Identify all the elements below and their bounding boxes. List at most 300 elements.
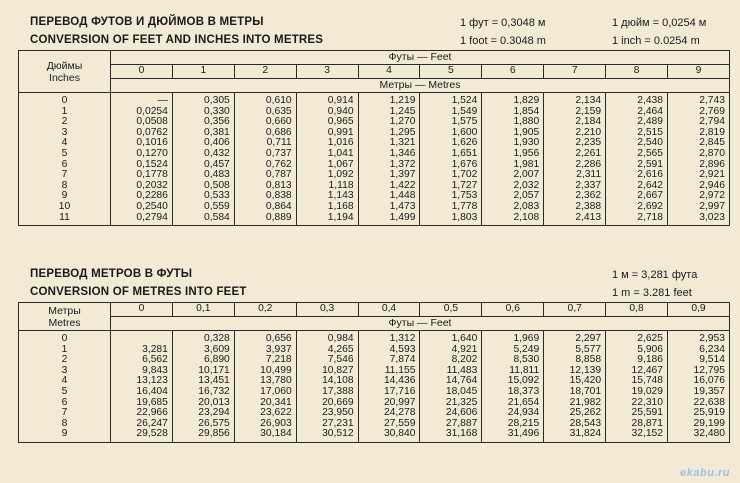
table-cell: 10,827 xyxy=(296,366,358,377)
section-header xyxy=(18,14,730,50)
table-cell: 18,373 xyxy=(482,387,544,398)
column-header: 2 xyxy=(234,65,296,79)
corner-header xyxy=(19,303,111,331)
column-header: 4 xyxy=(358,65,420,79)
table-cell: 20,997 xyxy=(358,398,420,409)
row-label: 4 xyxy=(19,376,111,387)
column-header: 0 xyxy=(111,65,173,79)
table-cell: 0,991 xyxy=(296,128,358,139)
table-cell: 1,956 xyxy=(482,149,544,160)
table-cell: 4,921 xyxy=(420,345,482,356)
column-header: 0,4 xyxy=(358,303,420,317)
table-cell: 1,448 xyxy=(358,191,420,202)
table-cell: 1,168 xyxy=(296,202,358,213)
table-cell: 2,845 xyxy=(668,138,730,149)
table-cell: 2,743 xyxy=(668,93,730,107)
table-cell: 2,464 xyxy=(606,107,668,118)
table-cell: — xyxy=(111,93,173,107)
table-cell: 21,325 xyxy=(420,398,482,409)
table-cell: 0,813 xyxy=(234,181,296,192)
table-cell: 0,635 xyxy=(234,107,296,118)
table-row xyxy=(19,398,730,409)
table-cell: 0,533 xyxy=(172,191,234,202)
table-cell: 12,467 xyxy=(606,366,668,377)
table-cell: 25,591 xyxy=(606,408,668,419)
table-cell: 0,838 xyxy=(234,191,296,202)
table-cell: 2,489 xyxy=(606,117,668,128)
table-cell: 16,404 xyxy=(111,387,173,398)
table-cell: 0,864 xyxy=(234,202,296,213)
row-label: 2 xyxy=(19,117,111,128)
table-cell: 2,591 xyxy=(606,160,668,171)
row-label: 1 xyxy=(19,107,111,118)
table-cell: 1,397 xyxy=(358,170,420,181)
column-header: 8 xyxy=(606,65,668,79)
table-cell: 1,676 xyxy=(420,160,482,171)
table-cell: 1,016 xyxy=(296,138,358,149)
table-cell: 1,981 xyxy=(482,160,544,171)
row-label: 6 xyxy=(19,398,111,409)
table-cell: 0,584 xyxy=(172,213,234,226)
table-cell: 0,965 xyxy=(296,117,358,128)
values-label: Метры — Metres xyxy=(111,79,730,93)
table-cell: 6,562 xyxy=(111,355,173,366)
table-cell: 26,247 xyxy=(111,419,173,430)
table-cell: 3,281 xyxy=(111,345,173,356)
table-cell: 0,787 xyxy=(234,170,296,181)
table-cell: 2,769 xyxy=(668,107,730,118)
table-cell: 26,903 xyxy=(234,419,296,430)
table-cell: 2,057 xyxy=(482,191,544,202)
row-label: 2 xyxy=(19,355,111,366)
table-row xyxy=(19,213,730,226)
table-cell: 22,310 xyxy=(606,398,668,409)
table-cell: 25,262 xyxy=(544,408,606,419)
table-cell: 3,023 xyxy=(668,213,730,226)
table-cell: 15,748 xyxy=(606,376,668,387)
table-row xyxy=(19,191,730,202)
section-title-en: CONVERSION OF FEET AND INCHES INTO METRES xyxy=(30,34,324,46)
watermark: ekabu.ru xyxy=(680,467,730,479)
row-label: 4 xyxy=(19,138,111,149)
table-cell: 2,642 xyxy=(606,181,668,192)
table-cell: 11,811 xyxy=(482,366,544,377)
table-cell: 1,651 xyxy=(420,149,482,160)
table-cell: 2,388 xyxy=(544,202,606,213)
table-row xyxy=(19,366,730,377)
table-row xyxy=(19,117,730,128)
table-cell: 1,600 xyxy=(420,128,482,139)
table-cell: 1,346 xyxy=(358,149,420,160)
table-cell: 0,686 xyxy=(234,128,296,139)
table-cell: 17,716 xyxy=(358,387,420,398)
table-cell: 12,795 xyxy=(668,366,730,377)
table-cell: 2,083 xyxy=(482,202,544,213)
table-row xyxy=(19,202,730,213)
table-row xyxy=(19,181,730,192)
table-cell: 0,356 xyxy=(172,117,234,128)
table-cell: 30,184 xyxy=(234,429,296,442)
table-cell: 1,575 xyxy=(420,117,482,128)
table-cell: 16,076 xyxy=(668,376,730,387)
table-cell: 1,499 xyxy=(358,213,420,226)
table-cell: 27,559 xyxy=(358,419,420,430)
table-cell: 13,123 xyxy=(111,376,173,387)
table-cell: 5,577 xyxy=(544,345,606,356)
table-cell: 1,727 xyxy=(420,181,482,192)
table-cell: 1,067 xyxy=(296,160,358,171)
table-cell: 9,514 xyxy=(668,355,730,366)
table-cell: 2,625 xyxy=(606,331,668,345)
table-cell: 6,890 xyxy=(172,355,234,366)
table-cell: 1,753 xyxy=(420,191,482,202)
row-label: 8 xyxy=(19,419,111,430)
table-cell: 29,199 xyxy=(668,419,730,430)
column-header: 0,7 xyxy=(544,303,606,317)
row-label: 0 xyxy=(19,331,111,345)
table-row xyxy=(19,170,730,181)
table-cell: 18,701 xyxy=(544,387,606,398)
table-cell: 1,930 xyxy=(482,138,544,149)
table-cell: 17,060 xyxy=(234,387,296,398)
table-cell: 1,295 xyxy=(358,128,420,139)
values-label: Футы — Feet xyxy=(111,317,730,331)
table-cell: 22,638 xyxy=(668,398,730,409)
row-label: 7 xyxy=(19,170,111,181)
corner-label-en: Inches xyxy=(49,71,80,84)
table-cell: 1,041 xyxy=(296,149,358,160)
table-cell: 2,159 xyxy=(544,107,606,118)
table-cell: 19,685 xyxy=(111,398,173,409)
table-cell: 2,819 xyxy=(668,128,730,139)
table-cell: 14,108 xyxy=(296,376,358,387)
table-row xyxy=(19,128,730,139)
table-cell: 1,422 xyxy=(358,181,420,192)
row-label: 8 xyxy=(19,181,111,192)
table-cell: 0,660 xyxy=(234,117,296,128)
table-cell: 2,921 xyxy=(668,170,730,181)
table-row xyxy=(19,107,730,118)
table-cell: 14,436 xyxy=(358,376,420,387)
table-cell: 9,186 xyxy=(606,355,668,366)
table-cell: 2,362 xyxy=(544,191,606,202)
table-cell: 2,261 xyxy=(544,149,606,160)
table-cell: 4,265 xyxy=(296,345,358,356)
row-label: 3 xyxy=(19,128,111,139)
table-cell: 0,914 xyxy=(296,93,358,107)
column-header: 0,1 xyxy=(172,303,234,317)
table-cell: 27,231 xyxy=(296,419,358,430)
column-header: 0,5 xyxy=(420,303,482,317)
table-cell: 2,870 xyxy=(668,149,730,160)
table-cell: 8,858 xyxy=(544,355,606,366)
note-inch-en: 1 inch = 0.0254 m xyxy=(612,35,700,47)
table-cell: 0,457 xyxy=(172,160,234,171)
table-cell: 2,997 xyxy=(668,202,730,213)
table-cell: 2,286 xyxy=(544,160,606,171)
table-cell: 1,829 xyxy=(482,93,544,107)
table-cell: 1,118 xyxy=(296,181,358,192)
note-foot-ru: 1 фут = 0,3048 м xyxy=(460,17,546,29)
column-header: 0,3 xyxy=(296,303,358,317)
table-cell: 1,905 xyxy=(482,128,544,139)
table-cell: 1,549 xyxy=(420,107,482,118)
table-cell: 0,432 xyxy=(172,149,234,160)
table-cell: 5,249 xyxy=(482,345,544,356)
table-cell: 2,297 xyxy=(544,331,606,345)
note-foot-en: 1 foot = 0.3048 m xyxy=(460,35,546,47)
table-cell: 1,372 xyxy=(358,160,420,171)
table-cell: 0,483 xyxy=(172,170,234,181)
table-cell: 2,692 xyxy=(606,202,668,213)
table-cell: 1,321 xyxy=(358,138,420,149)
table-cell: 17,388 xyxy=(296,387,358,398)
table-cell: 2,515 xyxy=(606,128,668,139)
table-cell: 12,139 xyxy=(544,366,606,377)
table-cell: 15,420 xyxy=(544,376,606,387)
table-cell: 2,134 xyxy=(544,93,606,107)
column-header: 7 xyxy=(544,65,606,79)
section-header xyxy=(18,266,730,302)
table-cell: 26,575 xyxy=(172,419,234,430)
table-cell: 2,946 xyxy=(668,181,730,192)
metres-to-feet-section xyxy=(18,266,730,443)
table-cell: 2,438 xyxy=(606,93,668,107)
row-label: 5 xyxy=(19,387,111,398)
table-cell: 0,984 xyxy=(296,331,358,345)
columns-label: Футы — Feet xyxy=(111,51,730,65)
row-label: 5 xyxy=(19,149,111,160)
table-cell: 2,972 xyxy=(668,191,730,202)
table-cell: 10,171 xyxy=(172,366,234,377)
table-cell: 0,1016 xyxy=(111,138,173,149)
table-cell: 0,762 xyxy=(234,160,296,171)
table-cell: 7,874 xyxy=(358,355,420,366)
table-cell: 18,045 xyxy=(420,387,482,398)
row-label: 9 xyxy=(19,429,111,442)
table-cell: 23,950 xyxy=(296,408,358,419)
table-cell: 27,887 xyxy=(420,419,482,430)
table-cell: 3,609 xyxy=(172,345,234,356)
table-cell: 0,508 xyxy=(172,181,234,192)
row-label: 0 xyxy=(19,93,111,107)
table-cell: 13,780 xyxy=(234,376,296,387)
column-header: 6 xyxy=(482,65,544,79)
table-cell: 1,270 xyxy=(358,117,420,128)
corner-label-ru: Метры xyxy=(48,304,81,317)
table-cell: 2,896 xyxy=(668,160,730,171)
table-cell: 2,311 xyxy=(544,170,606,181)
section-title-ru: ПЕРЕВОД ФУТОВ И ДЮЙМОВ В МЕТРЫ xyxy=(30,16,264,28)
table-row xyxy=(19,419,730,430)
column-header: 9 xyxy=(668,65,730,79)
table-cell: 9,843 xyxy=(111,366,173,377)
table-cell: 2,953 xyxy=(668,331,730,345)
table-cell: 1,524 xyxy=(420,93,482,107)
table-cell: 2,413 xyxy=(544,213,606,226)
table-cell: 1,626 xyxy=(420,138,482,149)
table-cell: 30,512 xyxy=(296,429,358,442)
table-cell: 14,764 xyxy=(420,376,482,387)
table-cell: 0,2794 xyxy=(111,213,173,226)
row-label: 11 xyxy=(19,213,111,226)
table-cell: 0,0762 xyxy=(111,128,173,139)
table-cell: 2,007 xyxy=(482,170,544,181)
table-cell: 6,234 xyxy=(668,345,730,356)
table-cell: 21,982 xyxy=(544,398,606,409)
table-cell: 23,622 xyxy=(234,408,296,419)
column-header: 0 xyxy=(111,303,173,317)
table-cell: 31,824 xyxy=(544,429,606,442)
table-cell: 0,2286 xyxy=(111,191,173,202)
table-row xyxy=(19,93,730,107)
table-cell: 0,2540 xyxy=(111,202,173,213)
table-cell: 19,357 xyxy=(668,387,730,398)
table-cell: 2,667 xyxy=(606,191,668,202)
table-cell: 2,184 xyxy=(544,117,606,128)
table-cell: 32,480 xyxy=(668,429,730,442)
table-cell: 31,496 xyxy=(482,429,544,442)
table-cell: 25,919 xyxy=(668,408,730,419)
table-cell: 1,803 xyxy=(420,213,482,226)
table-cell: 10,499 xyxy=(234,366,296,377)
table-cell: 0,656 xyxy=(234,331,296,345)
column-header: 0,8 xyxy=(606,303,668,317)
table-cell: 15,092 xyxy=(482,376,544,387)
table-cell: 2,337 xyxy=(544,181,606,192)
table-cell: 3,937 xyxy=(234,345,296,356)
table-cell: 2,235 xyxy=(544,138,606,149)
table-cell: 1,143 xyxy=(296,191,358,202)
row-label: 7 xyxy=(19,408,111,419)
row-label: 10 xyxy=(19,202,111,213)
table-row xyxy=(19,408,730,419)
table-cell: 2,616 xyxy=(606,170,668,181)
table-cell: 1,778 xyxy=(420,202,482,213)
table-cell: 4,593 xyxy=(358,345,420,356)
table-cell: 0,328 xyxy=(172,331,234,345)
table-cell: 30,840 xyxy=(358,429,420,442)
column-header: 0,6 xyxy=(482,303,544,317)
table-cell: 2,794 xyxy=(668,117,730,128)
corner-header xyxy=(19,51,111,93)
table-cell: 20,013 xyxy=(172,398,234,409)
table-cell: 7,546 xyxy=(296,355,358,366)
note-en: 1 m = 3.281 feet xyxy=(612,287,692,299)
table-cell: 0,610 xyxy=(234,93,296,107)
table-row xyxy=(19,376,730,387)
table-cell: 0,1778 xyxy=(111,170,173,181)
table-cell: 16,732 xyxy=(172,387,234,398)
table-row xyxy=(19,429,730,442)
table-cell: 28,871 xyxy=(606,419,668,430)
row-label: 6 xyxy=(19,160,111,171)
table-cell: 21,654 xyxy=(482,398,544,409)
table-cell: 1,854 xyxy=(482,107,544,118)
row-label: 1 xyxy=(19,345,111,356)
table-cell: 24,278 xyxy=(358,408,420,419)
table-cell xyxy=(111,331,173,345)
table-cell: 0,889 xyxy=(234,213,296,226)
table-cell: 1,194 xyxy=(296,213,358,226)
corner-label-ru: Дюймы xyxy=(46,59,83,72)
table-cell: 2,565 xyxy=(606,149,668,160)
table-cell: 0,737 xyxy=(234,149,296,160)
table-cell: 11,483 xyxy=(420,366,482,377)
table-cell: 8,202 xyxy=(420,355,482,366)
table-cell: 1,702 xyxy=(420,170,482,181)
table-cell: 31,168 xyxy=(420,429,482,442)
table-cell: 1,880 xyxy=(482,117,544,128)
table-cell: 5,906 xyxy=(606,345,668,356)
table-cell: 11,155 xyxy=(358,366,420,377)
column-header: 0,9 xyxy=(668,303,730,317)
table-cell: 0,406 xyxy=(172,138,234,149)
metres-feet-table xyxy=(18,302,730,443)
table-cell: 7,218 xyxy=(234,355,296,366)
table-row xyxy=(19,387,730,398)
table-cell: 20,669 xyxy=(296,398,358,409)
table-cell: 0,381 xyxy=(172,128,234,139)
table-cell: 23,294 xyxy=(172,408,234,419)
table-cell: 29,528 xyxy=(111,429,173,442)
table-cell: 1,473 xyxy=(358,202,420,213)
table-cell: 1,969 xyxy=(482,331,544,345)
table-cell: 13,451 xyxy=(172,376,234,387)
feet-inches-table xyxy=(18,50,730,226)
feet-inches-to-metres-section xyxy=(18,14,730,226)
note-ru: 1 м = 3,281 фута xyxy=(612,269,698,281)
row-label: 3 xyxy=(19,366,111,377)
table-cell: 24,606 xyxy=(420,408,482,419)
row-label: 9 xyxy=(19,191,111,202)
table-row xyxy=(19,355,730,366)
table-cell: 2,108 xyxy=(482,213,544,226)
table-cell: 2,718 xyxy=(606,213,668,226)
section-title-en: CONVERSION OF METRES INTO FEET xyxy=(30,286,247,298)
table-cell: 22,966 xyxy=(111,408,173,419)
section-title-ru: ПЕРЕВОД МЕТРОВ В ФУТЫ xyxy=(30,268,193,280)
column-header: 1 xyxy=(172,65,234,79)
table-cell: 0,2032 xyxy=(111,181,173,192)
table-cell: 0,1270 xyxy=(111,149,173,160)
table-row xyxy=(19,138,730,149)
table-row xyxy=(19,345,730,356)
table-cell: 20,341 xyxy=(234,398,296,409)
table-cell: 0,711 xyxy=(234,138,296,149)
table-row xyxy=(19,149,730,160)
table-cell: 0,0254 xyxy=(111,107,173,118)
corner-label-en: Metres xyxy=(48,316,81,329)
table-cell: 1,312 xyxy=(358,331,420,345)
table-cell: 8,530 xyxy=(482,355,544,366)
table-cell: 19,029 xyxy=(606,387,668,398)
table-cell: 28,215 xyxy=(482,419,544,430)
table-cell: 1,640 xyxy=(420,331,482,345)
table-cell: 32,152 xyxy=(606,429,668,442)
table-cell: 2,032 xyxy=(482,181,544,192)
table-row xyxy=(19,331,730,345)
table-cell: 0,0508 xyxy=(111,117,173,128)
table-cell: 29,856 xyxy=(172,429,234,442)
column-header: 5 xyxy=(420,65,482,79)
table-cell: 28,543 xyxy=(544,419,606,430)
note-inch-ru: 1 дюйм = 0,0254 м xyxy=(612,17,707,29)
table-cell: 0,1524 xyxy=(111,160,173,171)
column-header: 3 xyxy=(296,65,358,79)
column-header: 0,2 xyxy=(234,303,296,317)
table-cell: 1,092 xyxy=(296,170,358,181)
